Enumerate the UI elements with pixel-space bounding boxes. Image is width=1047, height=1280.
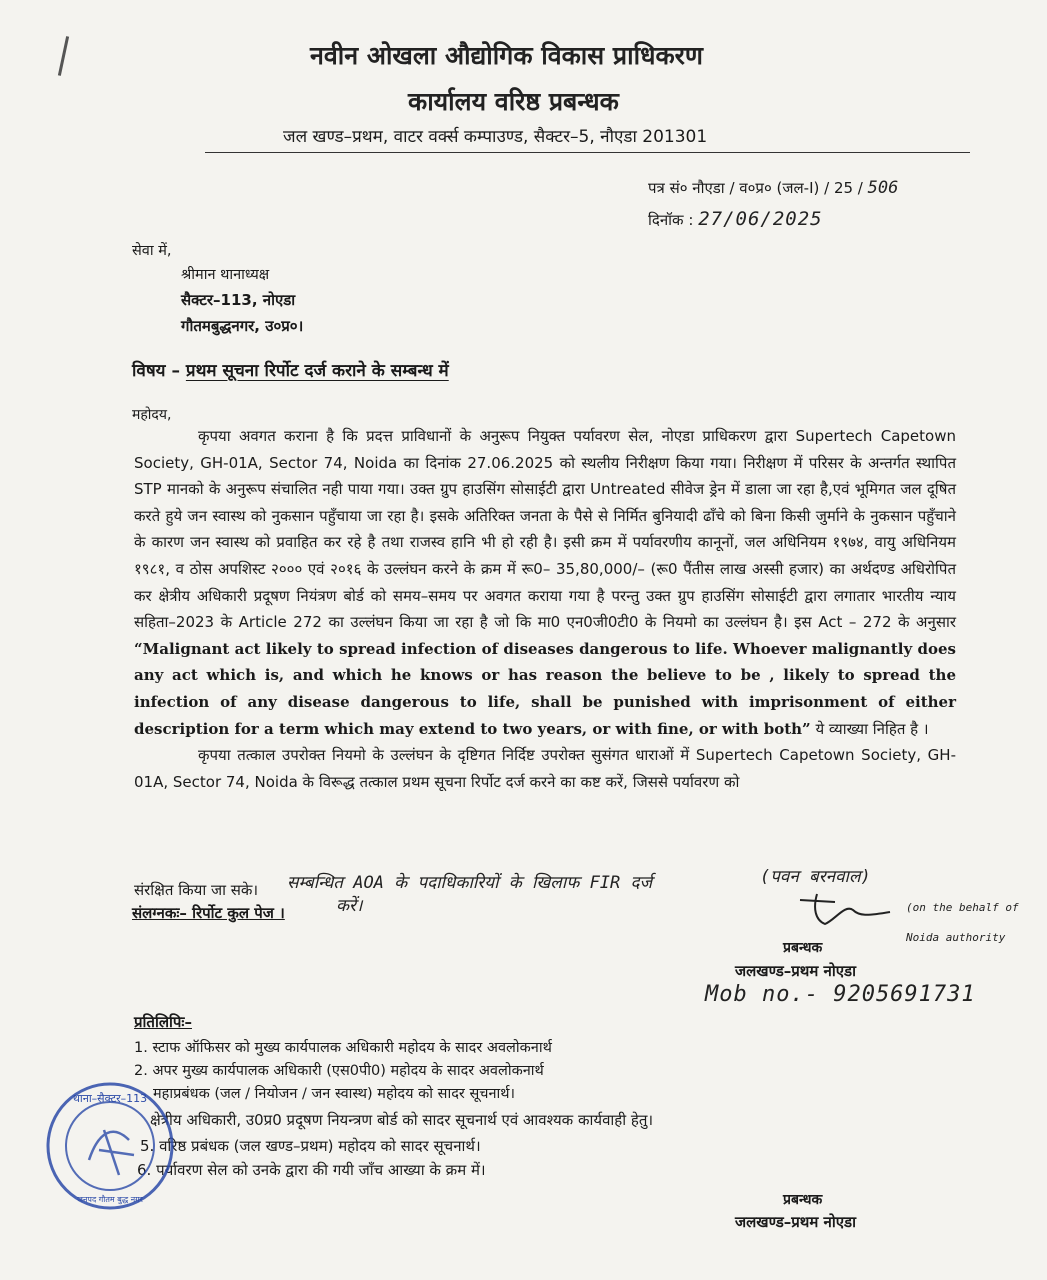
signatory2-title: प्रबन्धक [783,1192,823,1208]
para1-text: कृपया अवगत कराना है कि प्रदत्त प्राविधानों के अनुरूप नियुक्त पर्यावरण सेल, नोएडा प्राधिकरण द्वारा Supertech Capetown Society, GH-01A, Sector 74, Noida का दिनांक 27.06.2025 को स्थलीय निरीक्षण किया गया। निरीक्षण में परिसर के अन्तर्गत स्थापित STP मानको के अनुरूप संचालित नही पाया गया। उक्त ग्रुप हाउसिंग सोसाईटी द्वारा Untreated सीवेज ड्रेन में डाला जा रहा है,एवं भूमिगत जल दूषित करते हुये जन स्वास्थ को नुकसान पहुँचाया जा रहा है। इसके अतिरिक्त जनता के पैसे से निर्मित बुनियादी ढाँचे को बिना किसी जुर्माने के नुकसान पहुँचाने के कारण जन स्वास्थ को प्रवाहित कर रहे है तथा राजस्व हानि भी हो रही है। इसी क्रम में पर्यावरणीय कानूनों, जल अधिनियम १९७४, वायु अधिनियम १९८१, व ठोस अपशिस्ट २००० एवं २०१६ के उल्लंघन करने के क्रम में रू0– 35,80,000/– (रू0 पैंतीस लाख अस्सी हजार) का अर्थदण्ड अधिरोपित कर क्षेत्रीय अधिकारी प्रदूषण नियंत्रण बोर्ड को समय–समय पर अवगत कराया गया है परन्तु उक्त ग्रुप हाउसिंग सोसाईटी द्वारा लगातार भारतीय न्याय सहिता–2023 के Article 272 का उल्लंघन किया जा रहा है जो कि मा0 एन0जी0टी0 के नियमो का उल्लंघन है। इस Act – 272 के अनुसार [134,427,956,632]
handwritten-note-end: करें। [336,896,363,916]
addressee-line-2: सैक्टर–113, नोएडा [181,291,296,309]
para2-end: संरक्षित किया जा सके। [134,881,259,899]
handwritten-name: (पवन बरनवाल) [760,867,871,887]
date-label: दिनॉक : [648,211,694,229]
on-behalf-note: (on the behalf of Noida authority [906,901,1019,944]
letterhead-office: कार्यालय वरिष्ठ प्रबन्धक [408,87,619,116]
signatory2-dept: जलखण्ड–प्रथम नोएडा [735,1213,856,1231]
copy-item-6: 6. पर्यावरण सेल को उनके द्वारा की गयी जाँच आख्या के क्रम में। [137,1161,486,1179]
header-divider [205,152,970,153]
subject-label: विषय – [132,361,180,381]
enclosure [132,903,285,923]
para1-tail: ये व्याख्या निहित है । [815,719,929,738]
copy-item-3: महाप्रबंधक (जल / नियोजन / जन स्वास्थ) महोदय को सादर सूचनार्थ। [153,1086,516,1102]
para2-text: कृपया तत्काल उपरोक्त नियमो के उल्लंघन के दृष्टिगत निर्दिष्ट उपरोक्त सुसंगत धाराओं में Supertech Capetown Society, GH-01A, Sector 74, Noida के विरूद्ध तत्काल प्रथम सूचना रिर्पोट दर्ज करने का कष्ट करें, जिससे पर्यावरण को [134,746,956,791]
pen-mark [58,36,69,76]
stamp-emblem-icon [89,1130,134,1175]
copy-item-4: क्षेत्रीय अधिकारी, उ0प्र0 प्रदूषण नियन्त्रण बोर्ड को सादर सूचनार्थ एवं आवश्यक कार्यवाही हेतु। [150,1111,654,1129]
reference-label: पत्र सं० नौएडा / व०प्र० (जल-I) / 25 / [648,179,863,197]
body-paragraph-2 [134,742,956,795]
reference-number [648,178,898,198]
copy-item-5: 5. वरिष्ठ प्रबंधक (जल खण्ड–प्रथम) महोदय को सादर सूचनार्थ। [140,1137,481,1155]
subject-line [132,358,449,381]
date-handwritten: 27/06/2025 [698,208,823,230]
copies-heading-text: प्रतिलिपिः– [134,1013,192,1031]
body-paragraph-1 [134,423,956,742]
copy-item-1: 1. स्टाफ ऑफिसर को मुख्य कार्यपालक अधिकारी महोदय के सादर अवलोकनार्थ [134,1040,552,1056]
stamp-subtext: जनपद गौतम बुद्ध नगर [77,1195,143,1204]
letterhead-address: जल खण्ड–प्रथम, वाटर वर्क्स कम्पाउण्ड, सैक्टर–5, नौएडा 201301 [283,127,708,147]
letter-date [648,208,823,230]
police-station-stamp [44,1080,176,1212]
addressee-to: सेवा में, [132,243,172,259]
signature-scribble [795,890,895,930]
copy-item-2: 2. अपर मुख्य कार्यपालक अधिकारी (एस0पी0) महोदय के सादर अवलोकनार्थ [134,1063,544,1079]
salutation: महोदय, [132,407,172,423]
handwritten-mobile: Mob no.- 9205691731 [705,982,976,1007]
enclosure-text: संलग्नकः– रिर्पोट कुल पेज । [132,904,285,922]
signatory-title: प्रबन्धक [783,940,823,956]
addressee-line-1: श्रीमान थानाध्यक्ष [181,267,270,283]
subject-text: प्रथम सूचना रिर्पोट दर्ज कराने के सम्बन्ध में [185,361,449,381]
letter-body [134,423,956,795]
handwritten-note: सम्बन्धित AOA के पदाधिकारियों के खिलाफ FIR दर्ज [287,873,653,893]
stamp-text: थाना–सैक्टर–113 [72,1092,148,1105]
letterhead-org: नवीन ओखला औद्योगिक विकास प्राधिकरण [310,41,703,70]
act-quote: “Malignant act likely to spread infection of diseases dangerous to life. Whoever malignantly does any act which is, and which he knows or has reason the believe to be , likely to spread the infection of any disease dangerous to life, shall be punished with imprisonment of either description for a term which may extend to two years, or with fine, or with both” [134,639,956,738]
signatory-dept: जलखण्ड–प्रथम नोएडा [735,962,856,980]
reference-handwritten: 506 [867,178,899,198]
copies-heading [134,1012,192,1032]
addressee-line-3: गौतमबुद्धनगर, उ०प्र०। [181,317,304,335]
